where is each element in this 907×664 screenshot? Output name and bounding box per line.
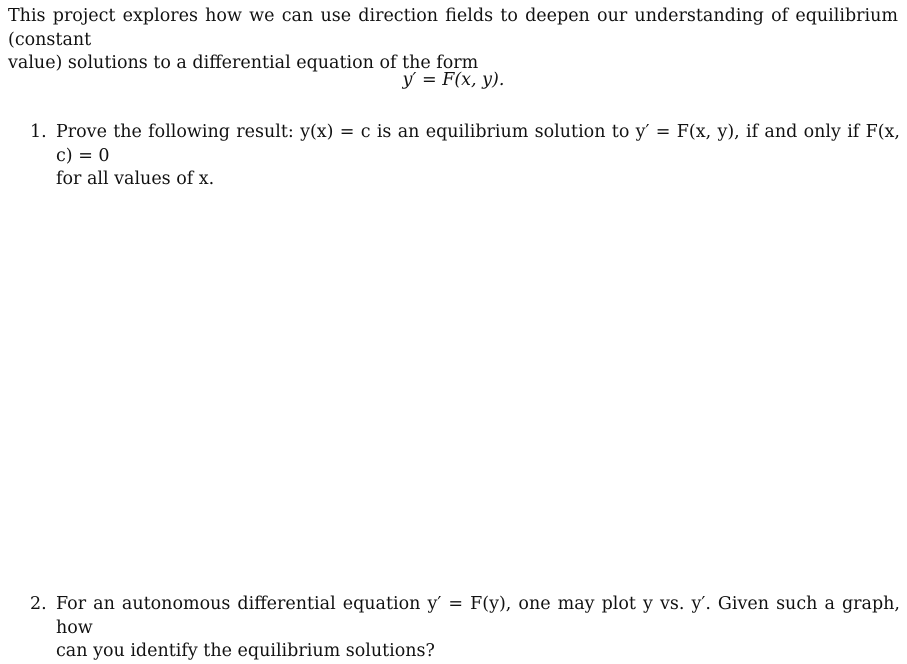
display-equation: y′ = F(x, y). xyxy=(402,70,505,90)
problem-number: 1. xyxy=(30,122,47,142)
intro-paragraph xyxy=(8,5,898,76)
problem-number: 2. xyxy=(30,594,47,614)
problem-text-line-1: Prove the following result: y(x) = c is an equilibrium solution to y′ = F(x, y), if and only if F(x, c) = 0 xyxy=(56,122,900,166)
problem-text-line-1: For an autonomous differential equation y′ = F(y), one may plot y vs. y′. Given such a graph, how xyxy=(56,594,900,638)
problem-text-line-2: for all values of x. xyxy=(56,169,215,189)
problem-text xyxy=(56,121,900,192)
intro-line-2: value) solutions to a differential equation of the form xyxy=(8,53,479,73)
problem-text xyxy=(56,593,900,664)
problem-text-line-2: can you identify the equilibrium solutions? xyxy=(56,641,435,661)
intro-line-1: This project explores how we can use direction fields to deepen our understanding of equilibrium (constant xyxy=(8,6,898,50)
problem-item-1 xyxy=(30,121,900,192)
problem-item-2 xyxy=(30,593,900,664)
